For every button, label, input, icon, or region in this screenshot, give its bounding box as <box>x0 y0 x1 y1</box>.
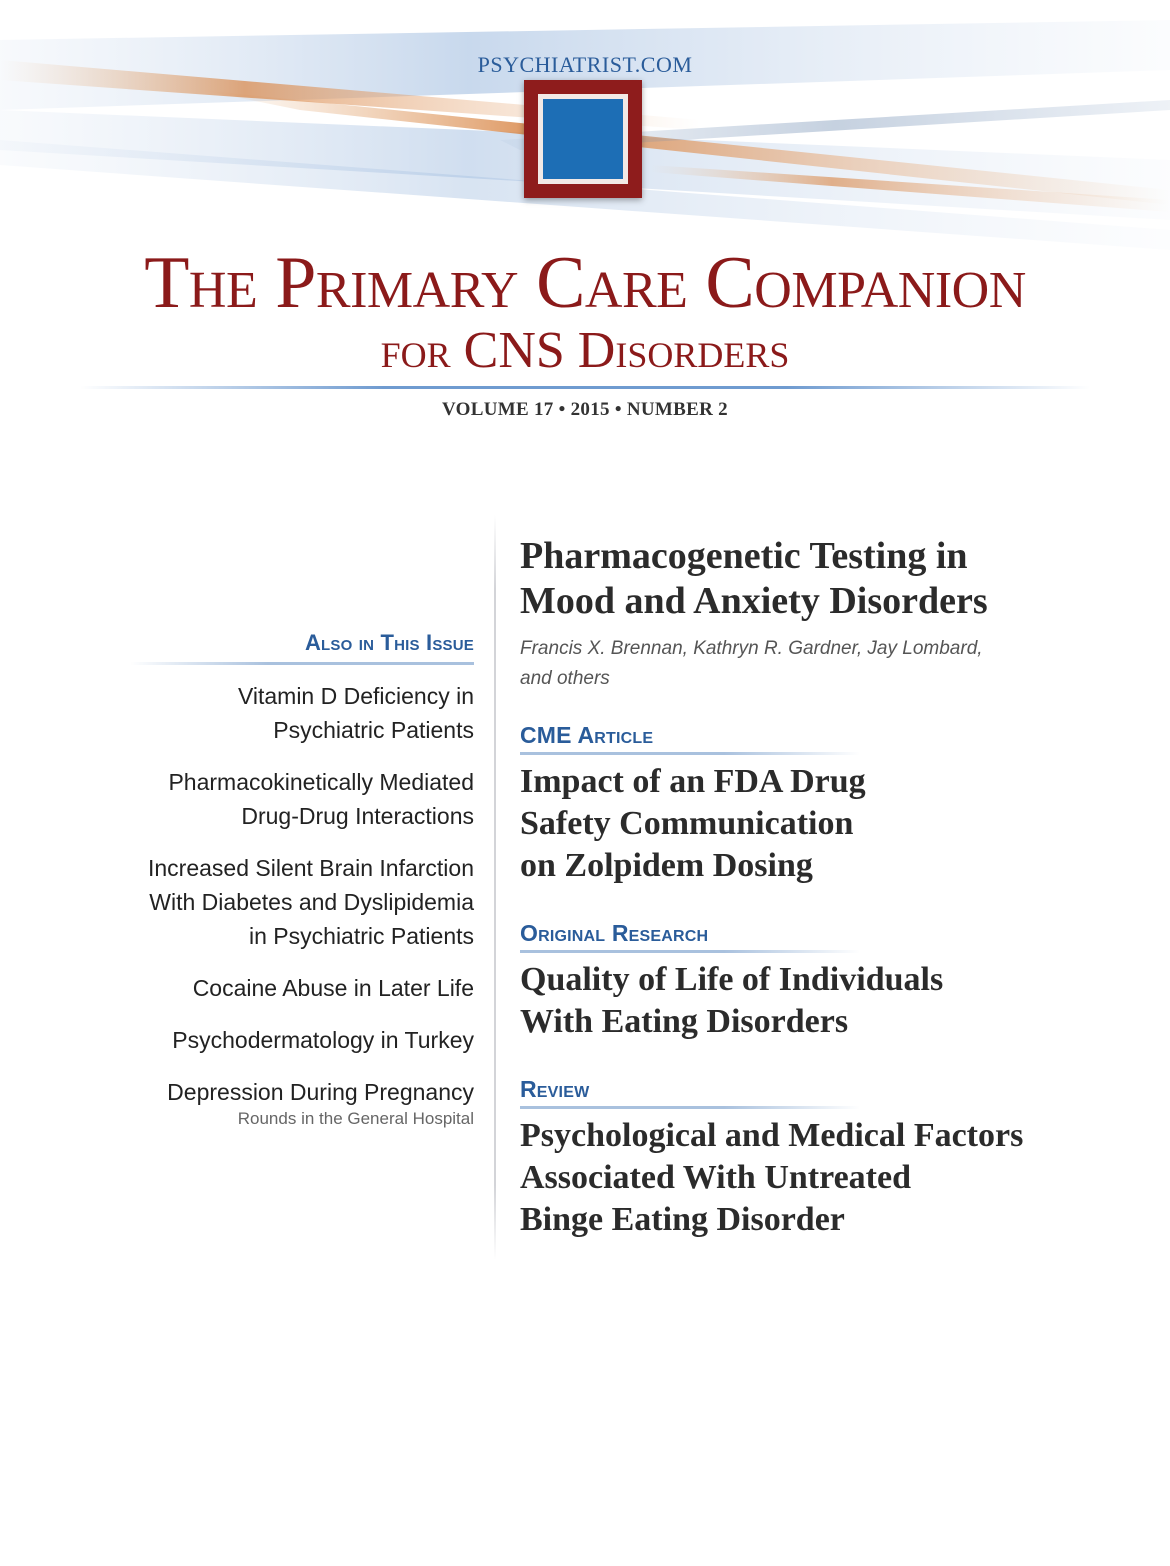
article-title[interactable]: Psychological and Medical Factors Associated With Untreated Binge Eating Disorder <box>520 1117 1024 1238</box>
also-in-issue-section <box>100 630 474 1129</box>
section-heading: Review <box>520 1076 590 1102</box>
site-name: PSYCHIATRIST.COM <box>477 52 693 77</box>
journal-logo-icon <box>524 80 642 198</box>
original-research-section <box>520 920 1120 1043</box>
list-item[interactable]: Vitamin D Deficiency in Psychiatric Patients <box>237 683 474 743</box>
section-heading: CME Article <box>520 722 654 748</box>
also-in-issue-heading: Also in This Issue <box>304 630 474 655</box>
list-item[interactable]: Cocaine Abuse in Later Life <box>192 975 474 1001</box>
article-title[interactable]: Quality of Life of Individuals With Eating Disorders <box>520 961 944 1040</box>
heading-rule <box>130 662 474 665</box>
journal-title: The Primary Care Companion <box>144 242 1026 324</box>
journal-subtitle: for CNS Disorders <box>380 322 790 379</box>
heading-rule <box>520 950 860 953</box>
feature-article-title[interactable]: Pharmacogenetic Testing in Mood and Anxiety Disorders <box>520 535 988 622</box>
list-item[interactable]: Increased Silent Brain Infarction With Diabetes and Dyslipidemia in Psychiatric Patients <box>147 855 474 949</box>
column-divider <box>494 515 496 1260</box>
section-heading: Original Research <box>520 920 709 946</box>
feature-authors: Francis X. Brennan, Kathryn R. Gardner, Jay Lombard, and others <box>520 638 983 689</box>
article-title[interactable]: Impact of an FDA Drug Safety Communication on Zolpidem Dosing <box>520 763 866 884</box>
title-divider <box>80 386 1090 389</box>
list-item[interactable]: Psychodermatology in Turkey <box>172 1027 474 1053</box>
cme-article-section <box>520 722 1120 887</box>
review-section <box>520 1076 1120 1241</box>
list-item[interactable]: Depression During Pregnancy <box>167 1079 474 1105</box>
list-item-note: Rounds in the General Hospital <box>237 1109 474 1128</box>
list-item[interactable]: Pharmacokinetically Mediated Drug-Drug Interactions <box>168 769 474 829</box>
heading-rule <box>520 752 860 755</box>
heading-rule <box>520 1106 860 1109</box>
issue-info: VOLUME 17 • 2015 • NUMBER 2 <box>442 399 728 420</box>
